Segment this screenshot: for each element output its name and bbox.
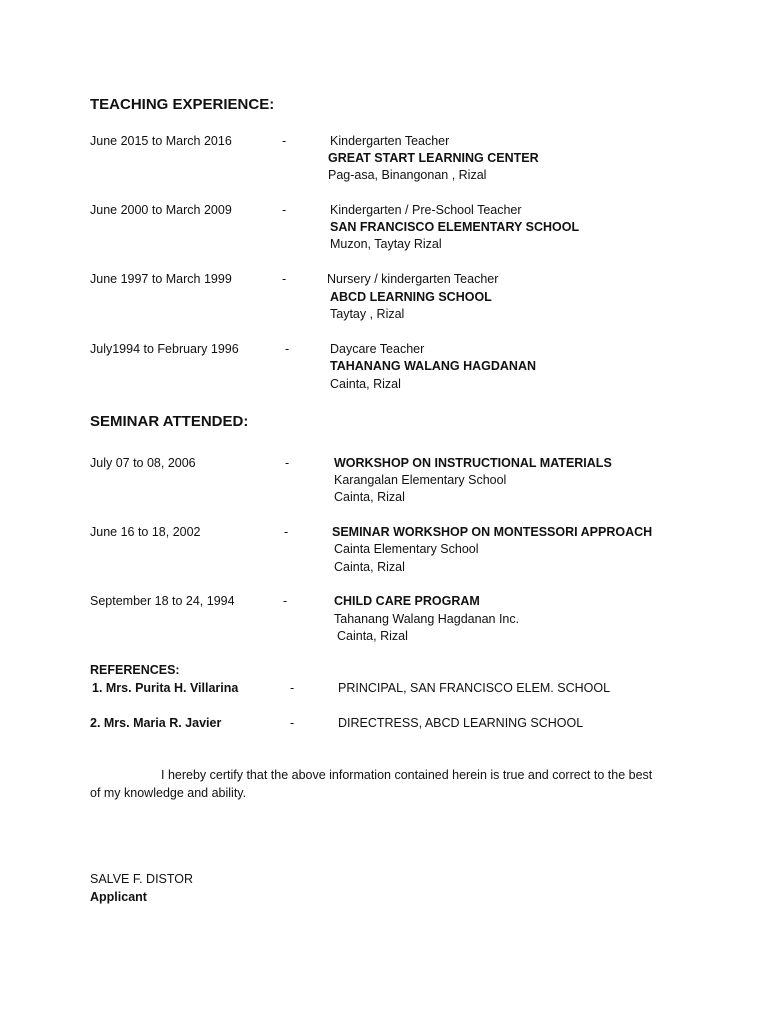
entry-location: Cainta, Rizal bbox=[334, 490, 405, 504]
applicant-title: Applicant bbox=[90, 890, 147, 904]
separator-dash: - bbox=[282, 134, 287, 148]
entry-date: September 18 to 24, 1994 bbox=[90, 594, 235, 608]
entry-date: July 07 to 08, 2006 bbox=[90, 456, 196, 470]
entry-school: TAHANANG WALANG HAGDANAN bbox=[330, 359, 536, 373]
separator-dash: - bbox=[290, 681, 295, 695]
teaching-experience-heading: TEACHING EXPERIENCE: bbox=[90, 96, 275, 113]
entry-position: Nursery / kindergarten Teacher bbox=[327, 272, 499, 286]
separator-dash: - bbox=[285, 342, 290, 356]
entry-location: Cainta, Rizal bbox=[337, 629, 408, 643]
entry-location: Muzon, Taytay Rizal bbox=[330, 237, 442, 251]
certification-line-2: of my knowledge and ability. bbox=[90, 786, 247, 800]
seminars-heading: SEMINAR ATTENDED: bbox=[90, 413, 249, 430]
separator-dash: - bbox=[284, 525, 289, 539]
applicant-name: SALVE F. DISTOR bbox=[90, 872, 194, 886]
entry-location: Cainta, Rizal bbox=[330, 377, 401, 391]
entry-location: Cainta, Rizal bbox=[334, 560, 405, 574]
references-heading: REFERENCES: bbox=[90, 663, 180, 677]
entry-position: Kindergarten / Pre-School Teacher bbox=[330, 203, 522, 217]
seminar-venue: Tahanang Walang Hagdanan Inc. bbox=[334, 612, 520, 626]
reference-name: 2. Mrs. Maria R. Javier bbox=[90, 716, 222, 730]
seminar-venue: Cainta Elementary School bbox=[334, 542, 479, 556]
entry-location: Taytay , Rizal bbox=[330, 307, 405, 321]
seminar-title: CHILD CARE PROGRAM bbox=[334, 594, 480, 608]
reference-role: DIRECTRESS, ABCD LEARNING SCHOOL bbox=[338, 716, 584, 730]
seminar-venue: Karangalan Elementary School bbox=[334, 473, 507, 487]
entry-date: June 2015 to March 2016 bbox=[90, 134, 232, 148]
reference-role: PRINCIPAL, SAN FRANCISCO ELEM. SCHOOL bbox=[338, 681, 611, 695]
reference-name: 1. Mrs. Purita H. Villarina bbox=[92, 681, 239, 695]
entry-position: Kindergarten Teacher bbox=[330, 134, 450, 148]
entry-position: Daycare Teacher bbox=[330, 342, 425, 356]
entry-date: June 1997 to March 1999 bbox=[90, 272, 232, 286]
entry-location: Pag-asa, Binangonan , Rizal bbox=[328, 168, 487, 182]
separator-dash: - bbox=[282, 272, 287, 286]
certification-line-1: I hereby certify that the above information contained herein is true and correct to the best bbox=[161, 768, 653, 782]
entry-date: July1994 to February 1996 bbox=[90, 342, 239, 356]
entry-school: ABCD LEARNING SCHOOL bbox=[330, 290, 492, 304]
separator-dash: - bbox=[290, 716, 295, 730]
separator-dash: - bbox=[285, 456, 290, 470]
separator-dash: - bbox=[283, 594, 288, 608]
seminar-title: WORKSHOP ON INSTRUCTIONAL MATERIALS bbox=[334, 456, 612, 470]
entry-school: GREAT START LEARNING CENTER bbox=[328, 151, 539, 165]
seminar-title: SEMINAR WORKSHOP ON MONTESSORI APPROACH bbox=[332, 525, 653, 539]
separator-dash: - bbox=[282, 203, 287, 217]
entry-date: June 16 to 18, 2002 bbox=[90, 525, 201, 539]
entry-school: SAN FRANCISCO ELEMENTARY SCHOOL bbox=[330, 220, 580, 234]
entry-date: June 2000 to March 2009 bbox=[90, 203, 232, 217]
